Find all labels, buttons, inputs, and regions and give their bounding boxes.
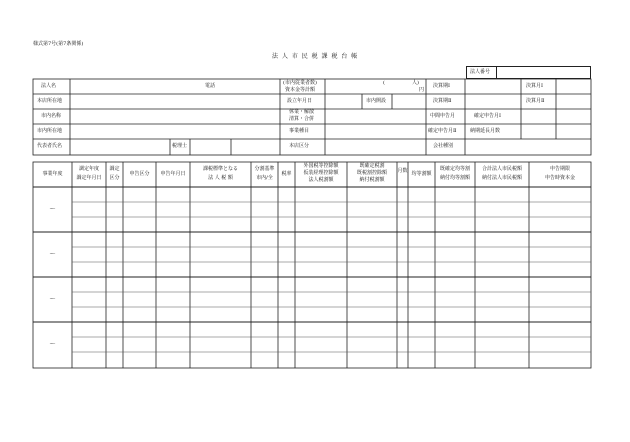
col-deadline-1: 申告期限 <box>549 166 570 172</box>
col-tax-rate: 税率 <box>281 171 292 177</box>
label-city-name: 市内名称 <box>41 113 62 119</box>
paren-left: ( <box>383 80 385 86</box>
label-phone: 電話 <box>205 83 216 89</box>
label-fixed-month-1: 確定申告月Ⅰ <box>474 113 501 119</box>
page-title: 法 人 市 民 税 課 税 台 帳 <box>272 53 359 60</box>
form-label: 様式第7号(第7条関係) <box>33 41 84 47</box>
period-mark-3: ～ <box>49 296 56 303</box>
col-deadline-2: 申告時資本金 <box>544 175 575 181</box>
col-months: 月数 <box>397 168 408 174</box>
period-mark-1: ～ <box>49 206 56 213</box>
label-fixed-month-2: 確定申告月Ⅱ <box>428 128 457 134</box>
col-filing-type: 申告区分 <box>129 171 150 177</box>
col-levy-deduction: 既税割控除額 <box>356 170 387 176</box>
label-representative: 代表者氏名 <box>37 143 63 149</box>
col-assessment-type-1: 調定 <box>109 166 120 172</box>
label-tax-accountant: 税理士 <box>172 143 188 149</box>
label-corp-type: 会社種別 <box>433 143 454 149</box>
label-head-branch: 本店区分 <box>289 143 310 149</box>
period-mark-4: ～ <box>49 341 56 348</box>
col-split-basis-1: 分割基準 <box>254 166 275 172</box>
col-total-tax-2: 納付法人市民税額 <box>481 175 522 181</box>
col-false-accounting: 仮装経理控除額 <box>303 170 339 176</box>
col-assessment-date: 調定年月日 <box>76 175 102 181</box>
col-assessment-year: 調定年度 <box>78 166 99 172</box>
label-established: 設立年月日 <box>287 98 313 104</box>
paren-right: 人) <box>412 80 419 86</box>
col-total-tax-1: 合計法人市民税額 <box>481 166 522 172</box>
label-employees-2: 資本金等計額 <box>285 87 316 93</box>
col-split-basis-2: 市内/全 <box>256 175 273 181</box>
col-filing-date: 申告年月日 <box>160 171 186 177</box>
label-extension-count: 納期延長月数 <box>470 128 501 134</box>
col-fixed-levy: 既確定税割 <box>359 163 385 169</box>
col-corp-tax-levy: 法人税割額 <box>308 177 334 183</box>
corp-number-label: 法人番号 <box>470 69 491 75</box>
label-head-office: 本店所在地 <box>37 98 63 104</box>
col-levy-payment: 納付税割額 <box>359 177 385 183</box>
label-city-address: 市内所在地 <box>37 128 63 134</box>
label-business-item: 事業種目 <box>289 128 310 134</box>
label-corp-name: 法人名 <box>41 83 57 89</box>
label-business-type-1: 休業・解散 <box>289 109 315 115</box>
label-month-2: 決算月Ⅱ <box>526 98 545 104</box>
col-tax-base-1: 課税標準となる <box>202 166 238 172</box>
label-fiscal-1: 決算期Ⅰ <box>433 83 450 89</box>
label-employees-1: (市内従業者数) <box>283 80 317 86</box>
label-business-type-2: 清算・合併 <box>289 116 315 122</box>
col-tax-base-2: 法 人 税 額 <box>208 175 233 181</box>
yen-unit: 円 <box>419 87 425 93</box>
col-fiscal-year: 事業年度 <box>42 171 63 177</box>
col-fixed-per-capita-1: 既確定均等割 <box>439 166 470 172</box>
label-city-reported: 市内開設 <box>366 98 387 104</box>
label-interim-month: 中間申告月 <box>430 113 456 119</box>
col-assessment-type-2: 区分 <box>109 175 120 181</box>
label-month-1: 決算月Ⅰ <box>526 83 543 89</box>
col-fixed-per-capita-2: 納付均等割額 <box>439 175 470 181</box>
label-fiscal-2: 決算期Ⅱ <box>433 98 452 104</box>
period-mark-2: ～ <box>49 251 56 258</box>
col-foreign-deduction: 外国税等控除額 <box>303 163 339 169</box>
col-per-capita: 均等割額 <box>411 171 432 177</box>
